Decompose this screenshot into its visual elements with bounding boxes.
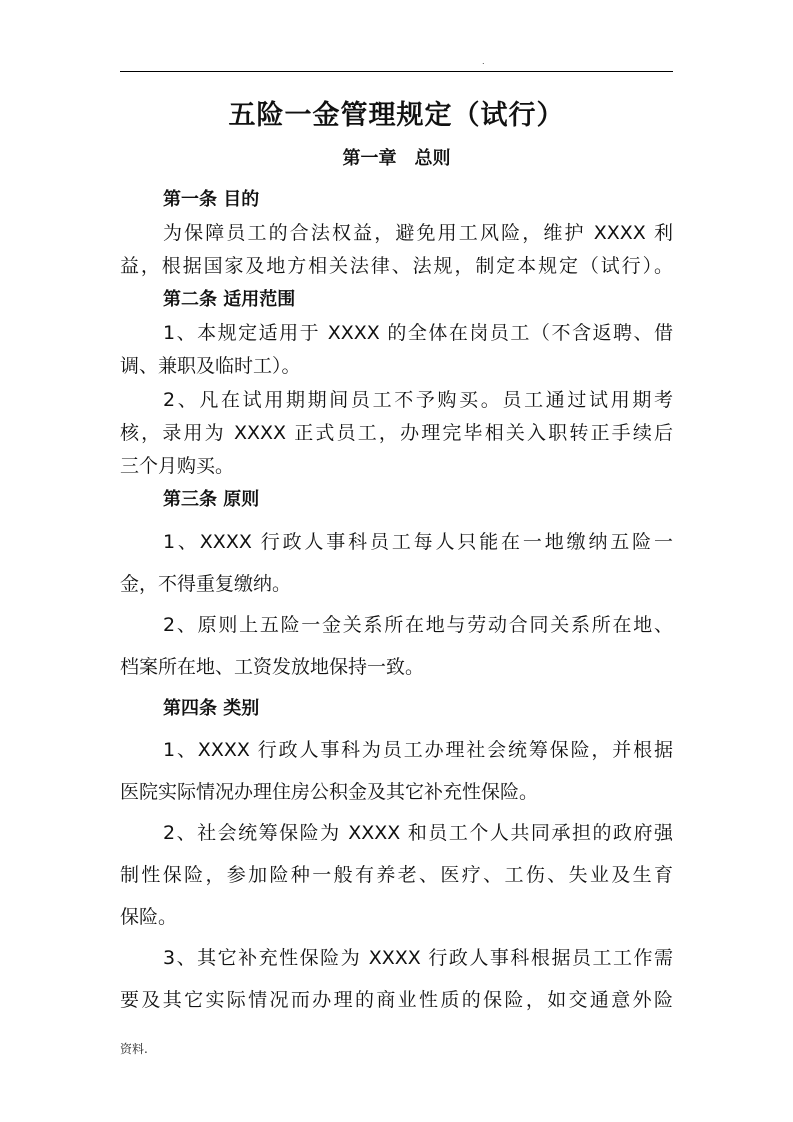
article-3-heading: 第三条 原则 [163, 489, 260, 510]
article-4-line: 3、其它补充性保险为 XXXX 行政人事科根据员工工作需 [163, 947, 673, 969]
article-2-heading: 第二条 适用范围 [163, 289, 296, 310]
header-mark: . [482, 57, 485, 66]
footer-note: 资料. [120, 1042, 148, 1056]
article-1-heading: 第一条 目的 [163, 189, 260, 210]
chapter-title: 第一章 总则 [342, 148, 451, 169]
article-2-line: 核，录用为 XXXX 正式员工，办理完毕相关入职转正手续后 [120, 422, 673, 444]
header-rule [120, 71, 673, 72]
article-4-line: 要及其它实际情况而办理的商业性质的保险，如交通意外险 [120, 989, 673, 1011]
article-4-line: 保险。 [120, 906, 178, 928]
article-4-line: 制性保险，参加险种一般有养老、医疗、工伤、失业及生育 [120, 864, 673, 886]
article-3-line: 1、XXXX 行政人事科员工每人只能在一地缴纳五险一 [163, 531, 673, 553]
article-2-line: 1、本规定适用于 XXXX 的全体在岗员工（不含返聘、借 [163, 322, 673, 344]
article-1-line: 为保障员工的合法权益，避免用工风险，维护 XXXX 利 [163, 222, 673, 244]
article-2-line: 调、兼职及临时工）。 [120, 355, 301, 377]
article-3-line: 2、原则上五险一金关系所在地与劳动合同关系所在地、 [163, 614, 673, 636]
article-4-line: 医院实际情况办理住房公积金及其它补充性保险。 [120, 781, 539, 803]
article-2-line: 2、凡在试用期期间员工不予购买。员工通过试用期考 [163, 389, 673, 411]
document-title: 五险一金管理规定（试行） [228, 100, 565, 131]
article-2-line: 三个月购买。 [120, 455, 235, 477]
article-3-line: 金，不得重复缴纳。 [120, 573, 292, 595]
article-4-line: 2、社会统筹保险为 XXXX 和员工个人共同承担的政府强 [163, 822, 673, 844]
article-1-line: 益，根据国家及地方相关法律、法规，制定本规定（试行）。 [120, 255, 673, 277]
article-4-line: 1、XXXX 行政人事科为员工办理社会统筹保险，并根据 [163, 739, 673, 761]
article-4-heading: 第四条 类别 [163, 698, 260, 719]
article-3-line: 档案所在地、工资发放地保持一致。 [120, 656, 425, 678]
